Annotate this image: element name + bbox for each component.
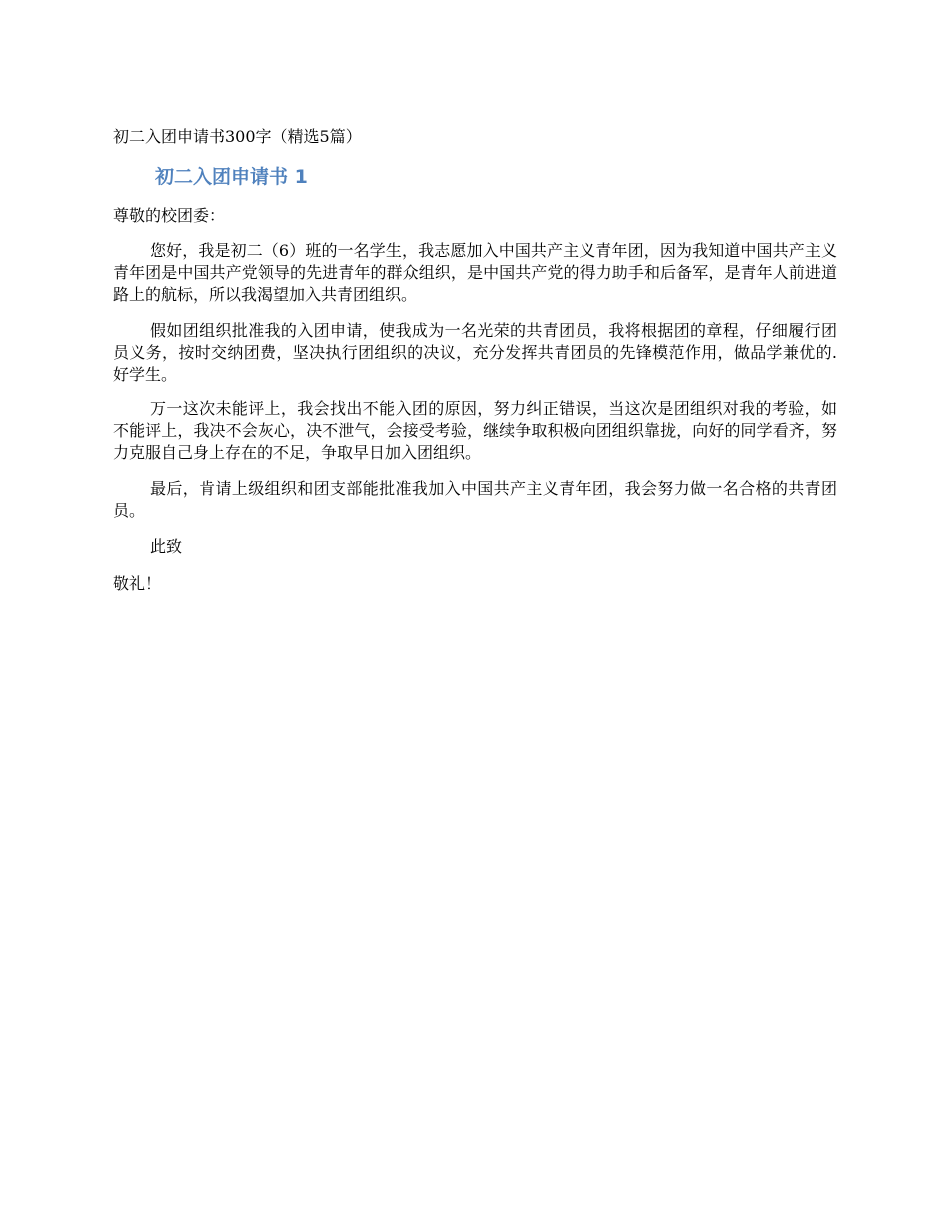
document-title: 初二入团申请书300字（精选5篇） [113,127,362,146]
body-paragraph-3: 万一这次未能评上，我会找出不能入团的原因，努力纠正错误，当这次是团组织对我的考验，如不能评上，我决不会灰心，决不泄气，会接受考验，继续争取积极向团组织靠拢，向好的同学看齐，努力克服自己身上存在的不足，争取早日加入团组织。 [113,399,837,462]
body-paragraph-4: 最后，肯请上级组织和团支部能批准我加入中国共产主义青年团，我会努力做一名合格的共青团员。 [113,479,837,520]
salutation: 尊敬的校团委： [113,206,226,225]
closing-line-1: 此致 [150,537,183,556]
section-heading: 初二入团申请书 1 [155,166,308,188]
body-paragraph-1: 您好，我是初二（6）班的一名学生，我志愿加入中国共产主义青年团，因为我知道中国共产主义青年团是中国共产党领导的先进青年的群众组织，是中国共产党的得力助手和后备军，是青年人前进道路上的航标，所以我渴望加入共青团组织。 [113,241,837,304]
closing-line-2: 敬礼！ [113,574,162,593]
body-paragraph-2: 假如团组织批准我的入团申请，使我成为一名光荣的共青团员，我将根据团的章程，仔细履行团员义务，按时交纳团费，坚决执行团组织的决议，充分发挥共青团员的先锋模范作用，做品学兼优的.好学生。 [113,321,837,384]
